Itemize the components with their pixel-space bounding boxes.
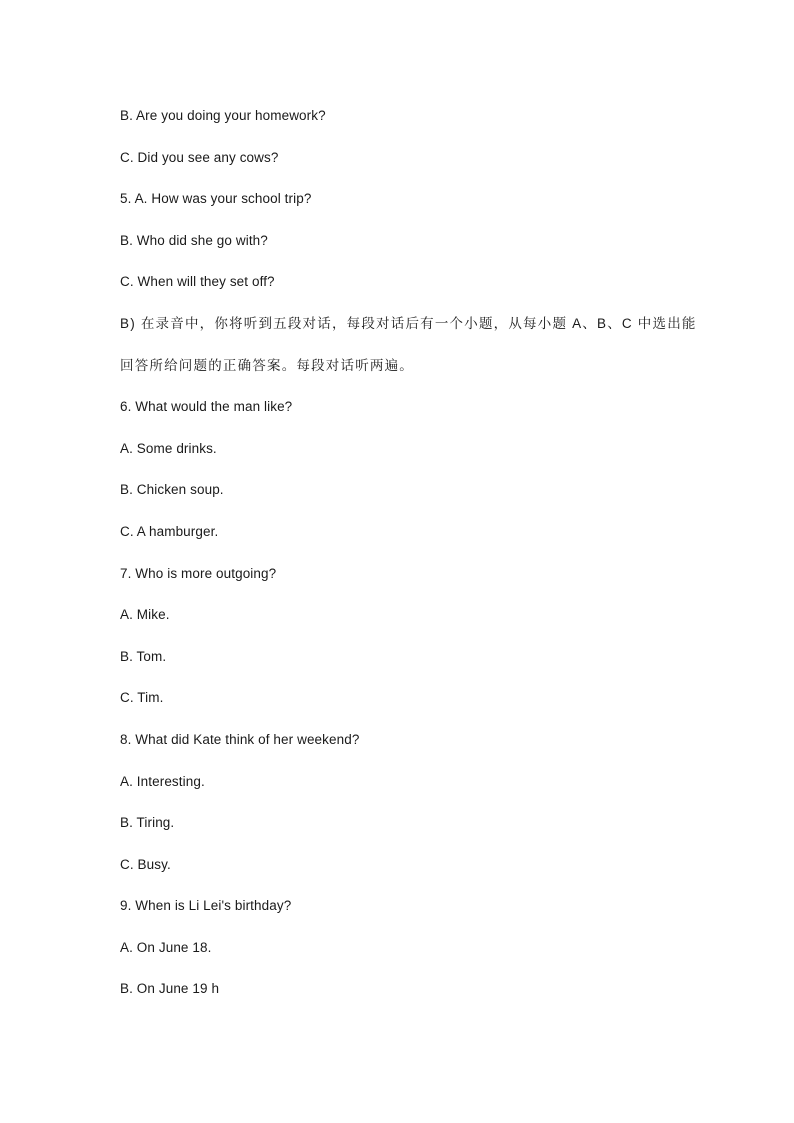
option-7c: C. Tim. bbox=[120, 690, 164, 706]
option-9a: A. On June 18. bbox=[120, 939, 212, 955]
option-8b: B. Tiring. bbox=[120, 815, 175, 831]
question-5-option-a: 5. A. How was your school trip? bbox=[120, 191, 312, 207]
question-9: 9. When is Li Lei's birthday? bbox=[120, 898, 292, 914]
option-5b: B. Who did she go with? bbox=[120, 232, 268, 248]
question-8: 8. What did Kate think of her weekend? bbox=[120, 731, 360, 747]
option-8a: A. Interesting. bbox=[120, 773, 205, 789]
section-b-instruction-line-1: B) 在录音中，你将听到五段对话，每段对话后有一个小题，从每小题 A、B、C 中选出能 bbox=[120, 315, 697, 331]
option-4c: C. Did you see any cows? bbox=[120, 149, 279, 165]
question-6: 6. What would the man like? bbox=[120, 399, 293, 415]
option-6c: C. A hamburger. bbox=[120, 523, 219, 539]
page-content bbox=[120, 106, 697, 1021]
option-7b: B. Tom. bbox=[120, 648, 167, 664]
option-5c: C. When will they set off? bbox=[120, 274, 275, 290]
section-b-instruction-line-2: 回答所给问题的正确答案。每段对话听两遍。 bbox=[120, 357, 414, 373]
option-7a: A. Mike. bbox=[120, 607, 170, 623]
option-6a: A. Some drinks. bbox=[120, 440, 217, 456]
option-9b: B. On June 19 h bbox=[120, 981, 220, 997]
option-4b: B. Are you doing your homework? bbox=[120, 108, 326, 123]
option-8c: C. Busy. bbox=[120, 856, 171, 872]
option-6b: B. Chicken soup. bbox=[120, 482, 224, 498]
question-7: 7. Who is more outgoing? bbox=[120, 565, 277, 581]
